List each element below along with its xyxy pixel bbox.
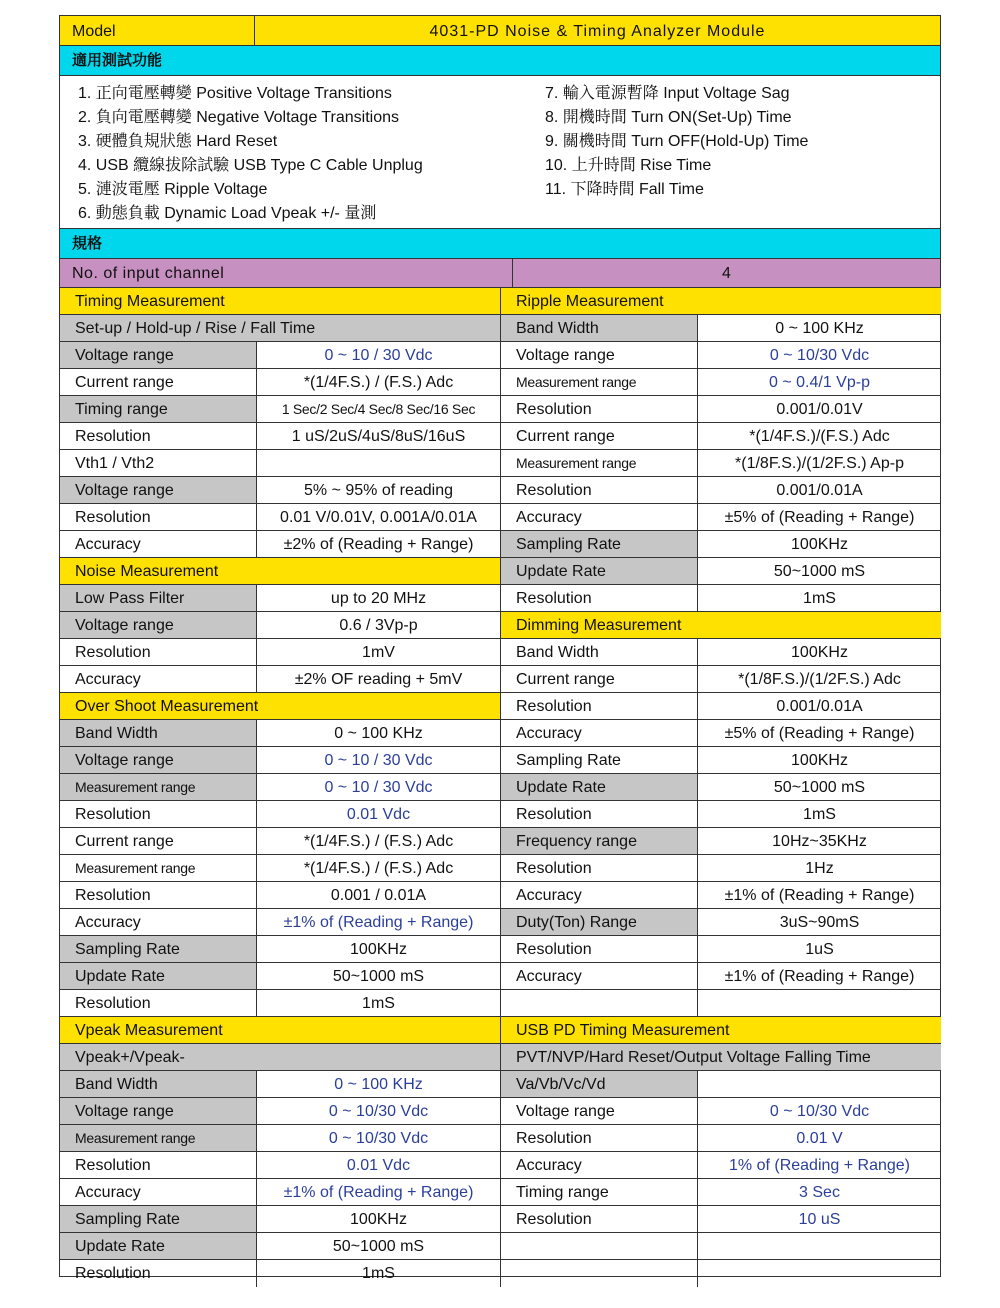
vpeak-title: Vpeak Measurement — [60, 1017, 500, 1044]
spec-value: ±1% of (Reading + Range) — [283, 914, 474, 931]
functions-title: 適用測試功能 — [59, 46, 941, 76]
spec-key: Voltage range — [60, 477, 257, 503]
spec-value: 0 ~ 100 KHz — [334, 1076, 423, 1093]
table-row — [60, 747, 500, 774]
table-row — [501, 963, 941, 990]
spec-grid — [59, 288, 941, 1282]
spec-value: 10 uS — [798, 1211, 841, 1228]
function-item: 3. 硬體負規狀態 Hard Reset — [78, 133, 278, 150]
spec-value: 100KHz — [791, 752, 848, 769]
spec-key — [501, 990, 698, 1016]
spec-key: Resolution — [60, 990, 257, 1016]
spec-value: 50~1000 mS — [773, 779, 866, 796]
spec-value: 1mS — [362, 995, 395, 1012]
table-row — [501, 774, 941, 801]
spec-value: 100KHz — [791, 536, 848, 553]
spec-key: Accuracy — [501, 963, 698, 989]
spec-value: 0.01 Vdc — [346, 1157, 411, 1174]
spec-key: Resolution — [501, 477, 698, 503]
spec-key: Timing range — [60, 396, 257, 422]
ripple-title: Ripple Measurement — [501, 288, 941, 315]
spec-key: Current range — [60, 369, 257, 395]
spec-key: Timing range — [501, 1179, 698, 1205]
table-row — [60, 936, 500, 963]
spec-value: ±1% of (Reading + Range) — [283, 1184, 474, 1201]
table-row — [60, 720, 500, 747]
spec-key: Resolution — [501, 1125, 698, 1151]
function-item: 10. 上升時間 Rise Time — [545, 157, 712, 174]
spec-key: Accuracy — [60, 666, 257, 692]
table-row — [501, 801, 941, 828]
table-row — [501, 396, 941, 423]
table-row — [501, 990, 941, 1017]
spec-value: ±5% of (Reading + Range) — [724, 509, 915, 526]
spec-key: Sampling Rate — [501, 747, 698, 773]
table-row — [501, 720, 941, 747]
spec-key: Resolution — [60, 882, 257, 908]
spec-value: *(1/4F.S.)/(F.S.) Adc — [749, 428, 890, 445]
spec-value: ±5% of (Reading + Range) — [724, 725, 915, 742]
dimming-title: Dimming Measurement — [501, 612, 941, 639]
model-label: Model — [60, 16, 255, 45]
table-row — [60, 639, 500, 666]
spec-key: Frequency range — [501, 828, 698, 854]
table-row — [60, 666, 500, 693]
spec-value: 1Hz — [805, 860, 834, 877]
table-row — [60, 450, 500, 477]
function-item: 5. 漣波電壓 Ripple Voltage — [78, 181, 268, 198]
spec-value: 0 ~ 100 KHz — [334, 725, 423, 742]
timing-title: Timing Measurement — [60, 288, 500, 315]
table-row — [60, 504, 500, 531]
table-row — [501, 450, 941, 477]
spec-value: ±1% of (Reading + Range) — [724, 968, 915, 985]
spec-key: Accuracy — [501, 504, 698, 530]
table-row — [501, 1179, 941, 1206]
spec-key: Voltage range — [60, 342, 257, 368]
table-row — [60, 774, 500, 801]
spec-key: Current range — [501, 423, 698, 449]
table-row — [501, 1098, 941, 1125]
table-row — [501, 855, 941, 882]
spec-key — [501, 1233, 698, 1259]
spec-value: ±2% of (Reading + Range) — [283, 536, 474, 553]
table-row — [501, 342, 941, 369]
spec-value: *(1/8F.S.)/(1/2F.S.) Ap-p — [735, 455, 904, 472]
table-row — [60, 369, 500, 396]
function-item: 9. 關機時間 Turn OFF(Hold-Up) Time — [545, 133, 809, 150]
spec-key: Accuracy — [60, 1179, 257, 1205]
spec-key: Voltage range — [501, 1098, 698, 1124]
spec-value: 0.001/0.01A — [776, 698, 863, 715]
table-row — [60, 828, 500, 855]
spec-value: 1mS — [362, 1265, 395, 1282]
table-row — [60, 612, 500, 639]
spec-key: Measurement range — [60, 855, 257, 881]
spec-value: 0 ~ 0.4/1 Vp-p — [769, 374, 870, 391]
table-row — [501, 504, 941, 531]
spec-value: 0 ~ 10/30 Vdc — [328, 1103, 429, 1120]
left-column — [60, 288, 501, 1287]
spec-value — [698, 1233, 941, 1259]
spec-key: Resolution — [60, 423, 257, 449]
spec-key: Voltage range — [501, 342, 698, 368]
table-row — [60, 1260, 500, 1287]
spec-key: Measurement range — [501, 369, 698, 395]
table-row — [60, 855, 500, 882]
spec-value: 0 ~ 10/30 Vdc — [769, 347, 870, 364]
table-row — [501, 585, 941, 612]
table-row — [501, 558, 941, 585]
usbpd-subtitle: PVT/NVP/Hard Reset/Output Voltage Falling Time — [501, 1044, 941, 1071]
channel-label: No. of input channel — [60, 259, 513, 287]
spec-value: *(1/4F.S.) / (F.S.) Adc — [303, 374, 454, 391]
spec-key: Sampling Rate — [501, 531, 698, 557]
spec-key: Update Rate — [60, 963, 257, 989]
spec-key: Band Width — [501, 639, 698, 665]
spec-value: 100KHz — [791, 644, 848, 661]
spec-value: 1mS — [803, 590, 836, 607]
spec-value: ±1% of (Reading + Range) — [724, 887, 915, 904]
spec-key: Band Width — [501, 315, 698, 341]
spec-key: Duty(Ton) Range — [501, 909, 698, 935]
spec-key: Band Width — [60, 1071, 257, 1097]
spec-key: Resolution — [501, 936, 698, 962]
spec-key: Resolution — [501, 855, 698, 881]
spec-key: Resolution — [501, 1206, 698, 1232]
usbpd-title: USB PD Timing Measurement — [501, 1017, 941, 1044]
spec-key: Voltage range — [60, 747, 257, 773]
spec-value: 3 Sec — [799, 1184, 840, 1201]
spec-key: Resolution — [60, 639, 257, 665]
spec-key: Va/Vb/Vc/Vd — [501, 1071, 698, 1097]
table-row — [501, 693, 941, 720]
spec-value — [257, 450, 500, 476]
spec-key: Sampling Rate — [60, 1206, 257, 1232]
table-row — [60, 1179, 500, 1206]
table-row — [501, 315, 941, 342]
table-row — [60, 1071, 500, 1098]
table-row — [501, 369, 941, 396]
table-row — [60, 963, 500, 990]
spec-key: Low Pass Filter — [60, 585, 257, 611]
spec-value: 1mV — [362, 644, 395, 661]
model-header — [59, 15, 941, 46]
spec-key: Accuracy — [501, 1152, 698, 1178]
functions-list — [59, 76, 941, 229]
function-item: 2. 負向電壓轉變 Negative Voltage Transitions — [78, 109, 400, 126]
spec-key: Measurement range — [60, 1125, 257, 1151]
spec-value: 0.01 V — [796, 1130, 843, 1147]
table-row — [60, 1125, 500, 1152]
channel-value: 4 — [722, 265, 731, 282]
spec-key: Voltage range — [60, 1098, 257, 1124]
spec-value: 50~1000 mS — [332, 1238, 425, 1255]
function-item: 7. 輸入電源暫降 Input Voltage Sag — [545, 85, 790, 102]
table-row — [501, 747, 941, 774]
spec-value: 1 uS/2uS/4uS/8uS/16uS — [291, 428, 466, 445]
spec-value: 50~1000 mS — [773, 563, 866, 580]
table-row — [501, 1260, 941, 1287]
table-row — [60, 990, 500, 1017]
spec-value: 0.01 Vdc — [346, 806, 411, 823]
model-title: 4031-PD Noise & Timing Analyzer Module — [255, 16, 940, 45]
spec-key — [501, 1260, 698, 1287]
table-row — [60, 909, 500, 936]
spec-key: Update Rate — [501, 558, 698, 584]
table-row — [501, 477, 941, 504]
spec-key: Current range — [60, 828, 257, 854]
spec-value: 10Hz~35KHz — [772, 833, 867, 850]
spec-key: Voltage range — [60, 612, 257, 638]
spec-key: Current range — [501, 666, 698, 692]
table-row — [501, 1125, 941, 1152]
table-row — [60, 531, 500, 558]
table-row — [501, 531, 941, 558]
function-item: 6. 動態負載 Dynamic Load Vpeak +/- 量測 — [78, 205, 377, 222]
function-item: 1. 正向電壓轉變 Positive Voltage Transitions — [78, 85, 392, 102]
spec-key: Accuracy — [501, 882, 698, 908]
vpeak-subtitle: Vpeak+/Vpeak- — [60, 1044, 500, 1071]
table-row — [60, 882, 500, 909]
spec-value: ±2% OF reading + 5mV — [294, 671, 463, 688]
overshoot-title: Over Shoot Measurement — [60, 693, 500, 720]
spec-value: 0 ~ 10 / 30 Vdc — [324, 347, 433, 364]
table-row — [501, 909, 941, 936]
spec-value: 0.01 V/0.01V, 0.001A/0.01A — [280, 509, 477, 526]
table-row — [60, 396, 500, 423]
table-row — [60, 585, 500, 612]
spec-key: Update Rate — [501, 774, 698, 800]
spec-value: 100KHz — [350, 1211, 407, 1228]
spec-key: Resolution — [501, 396, 698, 422]
table-row — [60, 1206, 500, 1233]
table-row — [60, 1233, 500, 1260]
table-row — [501, 666, 941, 693]
spec-value: 1% of (Reading + Range) — [729, 1157, 910, 1174]
table-row — [60, 1098, 500, 1125]
spec-sheet — [59, 15, 941, 1282]
timing-subtitle: Set-up / Hold-up / Rise / Fall Time — [60, 315, 500, 342]
spec-value: 1mS — [803, 806, 836, 823]
spec-value: 1 Sec/2 Sec/4 Sec/8 Sec/16 Sec — [281, 401, 476, 417]
spec-key: Sampling Rate — [60, 936, 257, 962]
spec-key: Resolution — [60, 1260, 257, 1287]
table-row — [60, 342, 500, 369]
channel-row — [59, 259, 941, 288]
table-row — [501, 1233, 941, 1260]
spec-key: Resolution — [60, 1152, 257, 1178]
right-column — [501, 288, 941, 1287]
spec-key: Band Width — [60, 720, 257, 746]
spec-value: *(1/4F.S.) / (F.S.) Adc — [303, 860, 454, 877]
spec-key: Measurement range — [501, 450, 698, 476]
spec-value — [698, 1260, 941, 1287]
spec-key: Accuracy — [60, 531, 257, 557]
table-row — [501, 1152, 941, 1179]
spec-value: 3uS~90mS — [779, 914, 860, 931]
spec-value: *(1/4F.S.) / (F.S.) Adc — [303, 833, 454, 850]
table-row — [60, 477, 500, 504]
spec-value: up to 20 MHz — [330, 590, 427, 607]
spec-value: 5% ~ 95% of reading — [304, 482, 453, 499]
spec-value: 0 ~ 10 / 30 Vdc — [324, 752, 433, 769]
table-row — [60, 1152, 500, 1179]
spec-key: Resolution — [60, 801, 257, 827]
function-item: 11. 下降時間 Fall Time — [545, 181, 704, 198]
spec-key: Accuracy — [60, 909, 257, 935]
spec-key: Vth1 / Vth2 — [60, 450, 257, 476]
function-item: 4. USB 纜線拔除試驗 USB Type C Cable Unplug — [78, 157, 423, 174]
spec-value: 0.6 / 3Vp-p — [339, 617, 418, 634]
table-row — [501, 423, 941, 450]
noise-title: Noise Measurement — [60, 558, 500, 585]
spec-value: 0 ~ 10/30 Vdc — [769, 1103, 870, 1120]
spec-key: Resolution — [60, 504, 257, 530]
spec-key: Accuracy — [501, 720, 698, 746]
spec-value: 0.001/0.01V — [776, 401, 863, 418]
spec-value: 0 ~ 10 / 30 Vdc — [324, 779, 433, 796]
table-row — [501, 828, 941, 855]
spec-value: 50~1000 mS — [332, 968, 425, 985]
spec-value: *(1/8F.S.)/(1/2F.S.) Adc — [738, 671, 901, 688]
table-row — [60, 801, 500, 828]
spec-value: 1uS — [805, 941, 834, 958]
spec-value: 0.001/0.01A — [776, 482, 863, 499]
spec-value: 0 ~ 100 KHz — [775, 320, 864, 337]
spec-key: Measurement range — [60, 774, 257, 800]
table-row — [501, 936, 941, 963]
spec-value: 0.001 / 0.01A — [330, 887, 427, 904]
spec-value — [698, 1071, 941, 1097]
function-item: 8. 開機時間 Turn ON(Set-Up) Time — [545, 109, 792, 126]
table-row — [501, 639, 941, 666]
spec-key: Resolution — [501, 801, 698, 827]
table-row — [60, 423, 500, 450]
spec-value: 0 ~ 10/30 Vdc — [328, 1130, 429, 1147]
spec-title: 規格 — [59, 229, 941, 259]
table-row — [501, 882, 941, 909]
spec-value: 100KHz — [350, 941, 407, 958]
spec-value — [698, 990, 941, 1016]
spec-key: Update Rate — [60, 1233, 257, 1259]
table-row — [501, 1206, 941, 1233]
table-row — [501, 1071, 941, 1098]
spec-key: Resolution — [501, 693, 698, 719]
spec-key: Resolution — [501, 585, 698, 611]
